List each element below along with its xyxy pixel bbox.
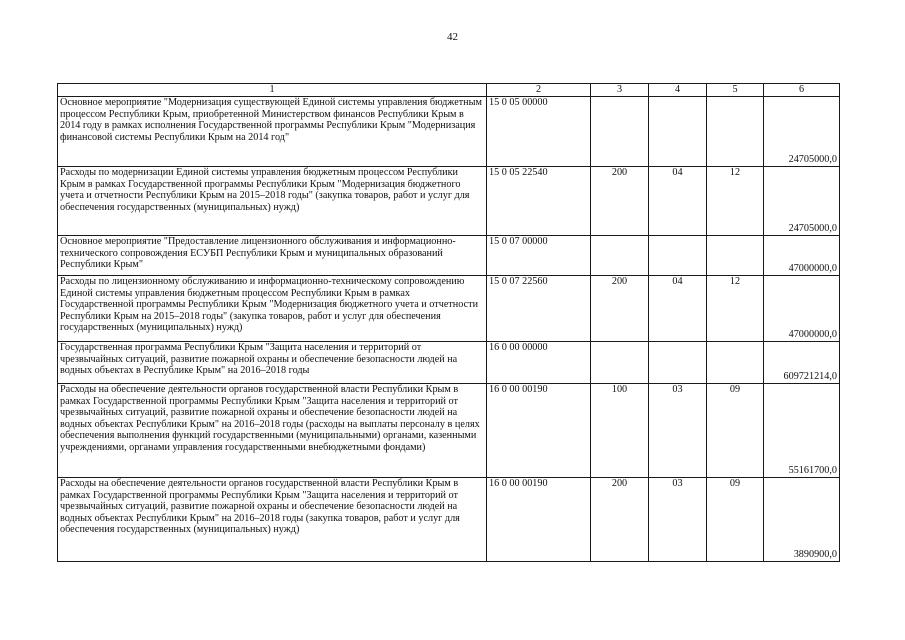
row-description: Расходы на обеспечение деятельности органов государственной власти Республики Крым в рамках Государственной программы Республики Крым "Защита населения и территорий от чрезвычайных ситуаций, развитие пожарной охраны и обеспечение безопасности людей на водных объектах Республики Крым" на 2016–2018 годы (закупка товаров, работ и услуг для обеспечения государственных (муниципальных) нужд) [58,478,487,562]
row-col4 [649,342,707,384]
row-col4 [649,97,707,167]
row-col3: 200 [591,276,649,342]
row-col3 [591,342,649,384]
row-description: Расходы на обеспечение деятельности органов государственной власти Республики Крым в рамках Государственной программы Республики Крым "Защита населения и территорий от чрезвычайных ситуаций, развитие пожарной охраны и обеспечение безопасности людей на водных объектах Республики Крым" на 2016–2018 годы (расходы на выплаты персоналу в целях обеспечения выполнения функций государственными (муниципальными) органами, казенными учреждениями, органами управления государственными внебюджетными фондами) [58,384,487,478]
row-col4: 04 [649,276,707,342]
row-col5: 09 [707,478,764,562]
row-col3: 200 [591,478,649,562]
row-col4: 03 [649,384,707,478]
row-code: 15 0 05 22540 [487,167,591,236]
row-col4 [649,236,707,276]
row-amount: 47000000,0 [764,236,840,276]
row-col4: 03 [649,478,707,562]
row-description: Основное мероприятие "Модернизация существующей Единой системы управления бюджетным процессом Республики Крым, приобретенной Министерством финансов Республики Крым в 2014 году в рамках исполнения Государственной программы Республики Крым "Модернизация финансовой системы Республики Крым на 2014 год" [58,97,487,167]
table-row [58,167,840,236]
table-row [58,236,840,276]
table-header-row [58,84,840,97]
row-col5: 12 [707,276,764,342]
row-amount: 24705000,0 [764,97,840,167]
row-code: 15 0 07 22560 [487,276,591,342]
row-amount: 609721214,0 [764,342,840,384]
row-code: 16 0 00 00000 [487,342,591,384]
row-code: 15 0 05 00000 [487,97,591,167]
column-header: 2 [487,84,591,97]
row-col3 [591,236,649,276]
row-col5: 12 [707,167,764,236]
table-row [58,342,840,384]
table-row [58,97,840,167]
row-description: Расходы по модернизации Единой системы управления бюджетным процессом Республики Крым в рамках Государственной программы Республики Крым "Модернизация бюджетного учета и отчетности Республики Крым на 2015–2018 годы" (закупка товаров, работ и услуг для обеспечения государственных (муниципальных) нужд) [58,167,487,236]
row-col3: 100 [591,384,649,478]
row-description: Расходы по лицензионному обслуживанию и информационно-техническому сопровождению Единой системы управления бюджетным процессом Республики Крым в рамках Государственной программы Республики Крым "Модернизация бюджетного учета и отчетности Республики Крым на 2015–2018 годы" (закупка товаров, работ и услуг для обеспечения государственных (муниципальных) нужд) [58,276,487,342]
budget-table [57,83,840,562]
row-description: Основное мероприятие "Предоставление лицензионного обслуживания и информационно-технического сопровождения ЕСУБП Республики Крым и муниципальных образований Республики Крым" [58,236,487,276]
column-header: 5 [707,84,764,97]
row-code: 16 0 00 00190 [487,478,591,562]
column-header: 1 [58,84,487,97]
row-col4: 04 [649,167,707,236]
row-description: Государственная программа Республики Крым "Защита населения и территорий от чрезвычайных ситуаций, развитие пожарной охраны и обеспечение безопасности людей на водных объектах в Республике Крым" на 2016–2018 годы [58,342,487,384]
row-col5 [707,236,764,276]
column-header: 6 [764,84,840,97]
page-number: 42 [447,31,458,43]
row-col5 [707,97,764,167]
column-header: 3 [591,84,649,97]
table-row [58,478,840,562]
row-amount: 3890900,0 [764,478,840,562]
row-amount: 55161700,0 [764,384,840,478]
table-row [58,276,840,342]
column-header: 4 [649,84,707,97]
row-col5: 09 [707,384,764,478]
row-amount: 24705000,0 [764,167,840,236]
table-row [58,384,840,478]
row-code: 15 0 07 00000 [487,236,591,276]
row-col5 [707,342,764,384]
row-code: 16 0 00 00190 [487,384,591,478]
row-col3 [591,97,649,167]
row-amount: 47000000,0 [764,276,840,342]
row-col3: 200 [591,167,649,236]
